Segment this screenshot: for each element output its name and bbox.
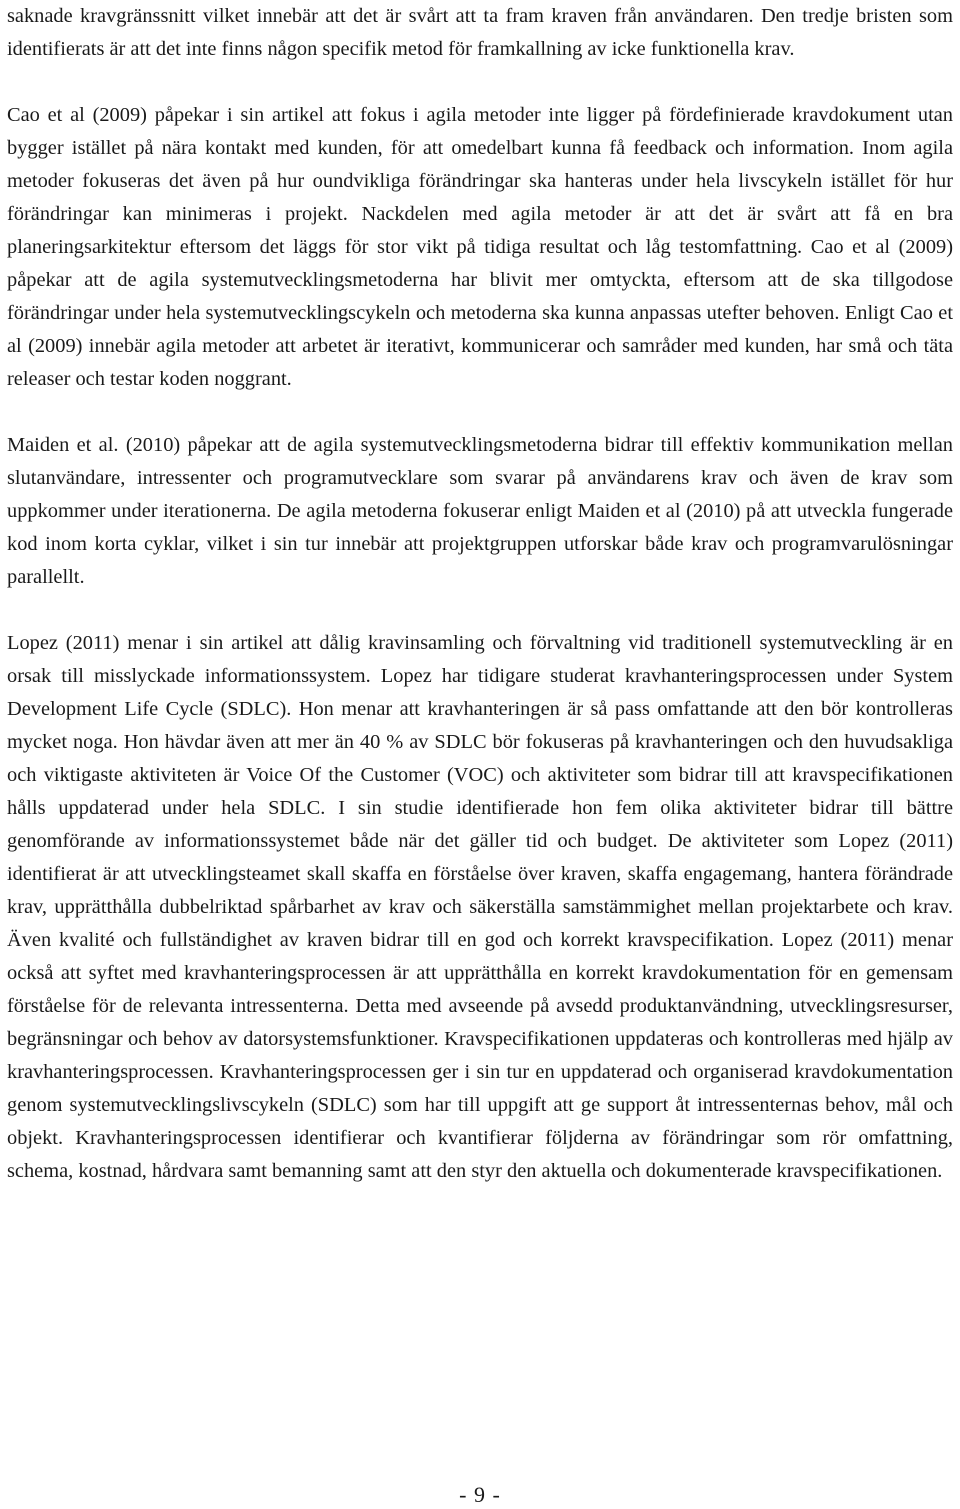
page-number: - 9 - (459, 1482, 501, 1507)
paragraph-maiden-agile: Maiden et al. (2010) påpekar att de agila systemutvecklingsmetoderna bidrar till effektiv kommunikation mellan slutanvändare, intressenter och programutvecklare som svarar på användarens krav och även de krav som uppkommer under iterationerna. De agila metoderna fokuserar enligt Maiden et al (2010) på att utveckla fungerade kod inom korta cyklar, vilket i sin tur innebär att projektgruppen utforskar både krav och programvarulösningar parallellt. (7, 434, 953, 588)
paragraph-cao-agile: Cao et al (2009) påpekar i sin artikel att fokus i agila metoder inte ligger på fördefinierade kravdokument utan bygger istället på nära kontakt med kunden, för att omedelbart kunna få feedback och information. Inom agila metoder fokuseras det även på hur oundvikliga förändringar ska hanteras under hela livscykeln istället för hur förändringar kan minimeras i projekt. Nackdelen med agila metoder är att det är svårt att få en bra planeringsarkitektur eftersom det läggs för stor vikt på tidiga resultat och låg testomfattning. Cao et al (2009) påpekar att de agila systemutvecklingsmetoderna har blivit mer omtyckta, eftersom att de ska tillgodose förändringar under hela systemutvecklingscykeln och metoderna ska kunna anpassas utefter behoven. Enligt Cao et al (2009) innebär agila metoder att arbetet är iterativt, kommunicerar och samråder med kunden, har små och täta releaser och testar koden noggrant. (7, 104, 953, 390)
paragraph-requirements-gaps: saknade kravgränssnitt vilket innebär att det är svårt att ta fram kraven från användaren. Den tredje bristen som identifierats är att det inte finns någon specifik metod för framkallning av icke funktionella krav. (7, 5, 953, 60)
body-text (7, 0, 953, 1188)
paragraph-lopez-requirements: Lopez (2011) menar i sin artikel att dålig kravinsamling och förvaltning vid traditionell systemutveckling är en orsak till misslyckade informationssystem. Lopez har tidigare studerat kravhanteringsprocessen under System Development Life Cycle (SDLC). Hon menar att kravhanteringen är så pass omfattande att den bör kontrolleras mycket noga. Hon hävdar även att mer än 40 % av SDLC bör fokuseras på kravhanteringen och den huvudsakliga och viktigaste aktiviteten är Voice Of the Customer (VOC) och aktiviteter som bidrar till att kravspecifikationen hålls uppdaterad under hela SDLC. I sin studie identifierade hon fem olika aktiviteter bidrar till bättre genomförande av informationssystemet både när det gäller tid och budget. De aktiviteter som Lopez (2011) identifierat är att utvecklingsteamet skall skaffa en förståelse över kraven, skaffa engagemang, hantera förändrade krav, upprätthålla dubbelriktad spårbarhet av krav och säkerställa samstämmighet mellan projektarbete och krav. Även kvalité och fullständighet av kraven bidrar till en god och korrekt kravspecifikation. Lopez (2011) menar också att syftet med kravhanteringsprocessen är att upprätthålla en korrekt kravdokumentation för en gemensam förståelse för de relevanta intressenterna. Detta med avseende på avsedd produktanvändning, utvecklingsresurser, begränsningar och behov av datorsystemsfunktioner. Kravspecifikationen uppdateras och kontrolleras med hjälp av kravhanteringsprocessen. Kravhanteringsprocessen ger i sin tur en uppdaterad och organiserad kravdokumentation genom systemutvecklingslivscykeln (SDLC) som har till uppgift att ge support åt intressenternas behov, mål och objekt. Kravhanteringsprocessen identifierar och kvantifierar följderna av förändringar som rör omfattning, schema, kostnad, hårdvara samt bemanning samt att den styr den aktuella och dokumenterade kravspecifikationen. (7, 632, 953, 1182)
